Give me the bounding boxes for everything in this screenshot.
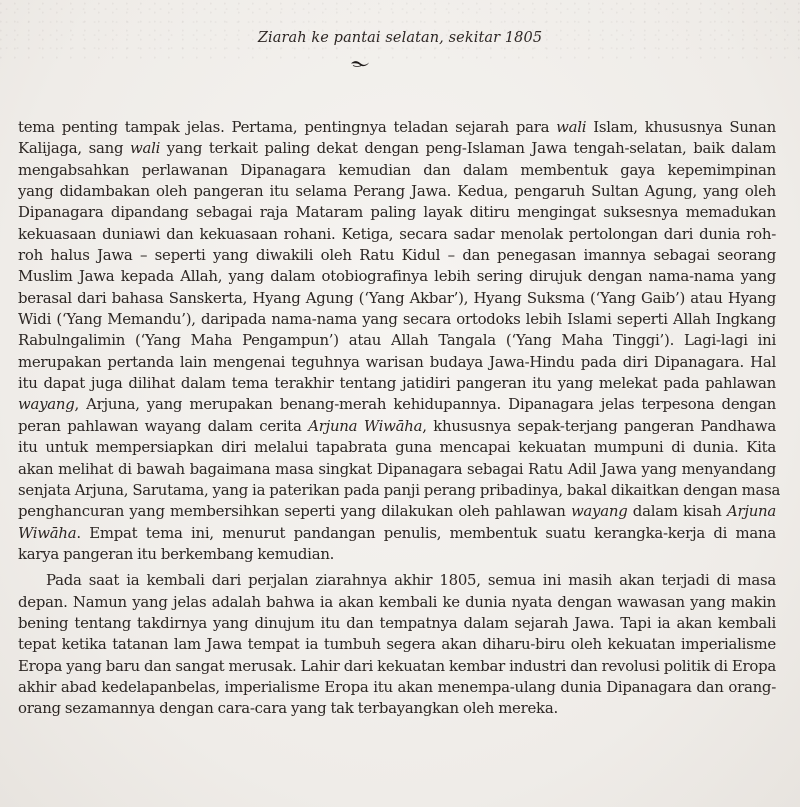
text-line: wayang, Arjuna, yang merupakan benang-merah kehidupannya. Dipanagara jelas terpesona dengan <box>18 395 776 414</box>
text-line: Muslim Jawa kepada Allah, yang dalam otobiografinya lebih sering dirujuk dengan nama-nama yang <box>18 267 776 286</box>
paragraph <box>18 117 781 565</box>
text-line: itu untuk mempersiapkan diri melalui tapabrata guna mencapai kekuatan mumpuni di dunia. Kita <box>18 438 776 457</box>
text-line: Rabulngalimin (‘Yang Maha Pengampun’) atau Allah Tangala (‘Yang Maha Tinggi’). Lagi-lagi ini <box>18 331 776 350</box>
text-line: orang sezamannya dengan cara-cara yang tak terbayangkan oleh mereka. <box>18 699 558 718</box>
text-line: mengabsahkan perlawanan Dipanagara kemudian dan dalam membentuk gaya kepemimpinan <box>18 160 776 179</box>
text-line: penghancuran yang membersihkan seperti yang dilakukan oleh pahlawan wayang dalam kisah Arjuna <box>18 502 776 521</box>
text-line: Widi (‘Yang Memandu’), daripada nama-nama yang secara ortodoks lebih Islami seperti Allah Ingkang <box>18 310 776 329</box>
text-line: itu dapat juga dilihat dalam tema terakhir tentang jatidiri pangeran itu yang melekat pada pahlawan <box>18 374 776 393</box>
ornament-icon <box>350 59 370 68</box>
text-line: Dipanagara dipandang sebagai raja Mataram paling layak ditiru mengingat suksesnya memadukan <box>18 203 776 222</box>
text-line: Pada saat ia kembali dari perjalan ziarahnya akhir 1805, semua ini masih akan terjadi di masa <box>46 571 776 590</box>
text-line: roh halus Jawa – seperti yang diwakili oleh Ratu Kidul – dan penegasan imannya sebagai seorang <box>18 246 776 265</box>
paragraph <box>18 570 776 719</box>
text-line: tema penting tampak jelas. Pertama, pentingnya teladan sejarah para wali Islam, khususnya Sunan <box>18 118 776 136</box>
text-line: akan melihat di bawah bagaimana masa singkat Dipanagara sebagai Ratu Adil Jawa yang menyandang <box>18 459 776 478</box>
text-line: yang didambakan oleh pangeran itu selama Perang Jawa. Kedua, pengaruh Sultan Agung, yang oleh <box>18 182 776 201</box>
text-line: senjata Arjuna, Sarutama, yang ia paterikan pada panji perang pribadinya, bakal dikaitkan dengan masa <box>18 480 781 499</box>
text-line: karya pangeran itu berkembang kemudian. <box>18 544 335 563</box>
running-head: Ziarah ke pantai selatan, sekitar 1805 <box>257 30 543 46</box>
text-line: berasal dari bahasa Sanskerta, Hyang Agung (‘Yang Akbar’), Hyang Suksma (‘Yang Gaib’) atau Hyang <box>18 288 776 307</box>
text-line: depan. Namun yang jelas adalah bahwa ia akan kembali ke dunia nyata dengan wawasan yang makin <box>18 592 776 611</box>
text-line: tepat ketika tatanan lam Jawa tempat ia tumbuh segera akan diharu-biru oleh kekuatan imperialisme <box>18 635 776 654</box>
text-line: Eropa yang baru dan sangat merusak. Lahir dari kekuatan kembar industri dan revolusi politik di Eropa <box>18 656 776 675</box>
text-line: akhir abad kedelapanbelas, imperialisme Eropa itu akan menempa-ulang dunia Dipanagara dan orang- <box>18 677 776 696</box>
text-line: kekuasaan duniawi dan kekuasaan rohani. Ketiga, secara sadar menolak pertolongan dari dunia roh- <box>18 224 776 243</box>
text-line: bening tentang takdirnya yang dinujum itu dan tempatnya dalam sejarah Jawa. Tapi ia akan kembali <box>18 613 776 632</box>
text-line: merupakan pertanda lain mengenai teguhnya warisan budaya Jawa-Hindu pada diri Dipanagara. Hal <box>18 352 776 371</box>
text-line: Wiwāha. Empat tema ini, menurut pandangan penulis, membentuk suatu kerangka-kerja di mana <box>18 523 776 542</box>
text-line: peran pahlawan wayang dalam cerita Arjuna Wiwāha, khususnya sepak-terjang pangeran Pandhawa <box>18 416 776 435</box>
text-line: Kalijaga, sang wali yang terkait paling dekat dengan peng-Islaman Jawa tengah-selatan, baik dalam <box>18 139 776 158</box>
body-text <box>18 117 781 720</box>
